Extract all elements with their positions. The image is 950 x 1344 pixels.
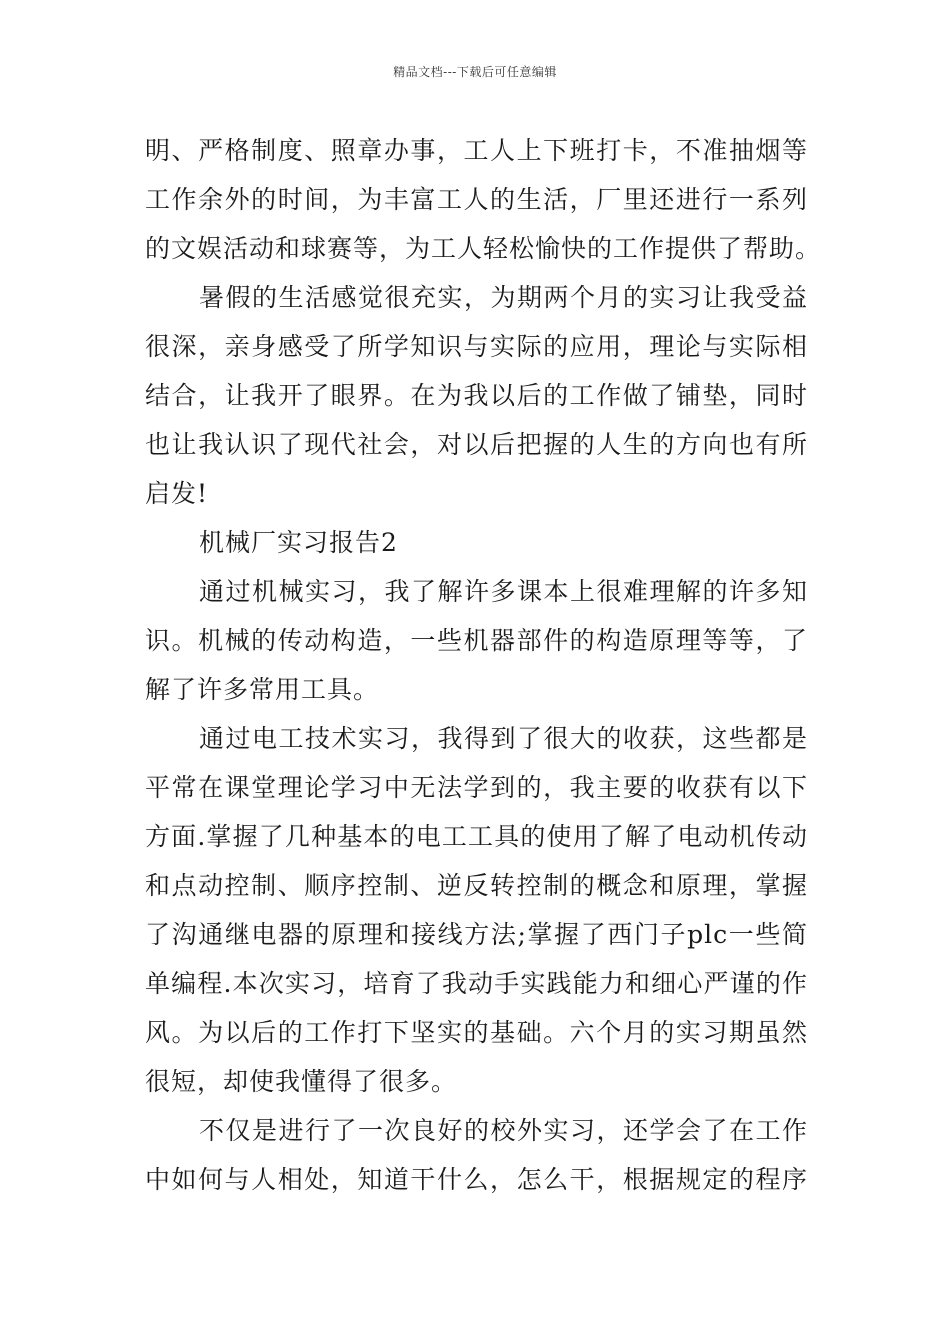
document-body [145,126,822,1204]
text-line: 识。机械的传动构造，一些机器部件的构造原理等等，了 [145,626,808,655]
text-line: 结合，让我开了眼界。在为我以后的工作做了铺垫，同时 [145,381,808,410]
text-line: 了沟通继电器的原理和接线方法;掌握了西门子plc一些简 [145,920,808,949]
text-line: 不仅是进行了一次良好的校外实习，还学会了在工作 [199,1116,808,1145]
text-line: 明、严格制度、照章办事，工人上下班打卡，不准抽烟等 [145,136,808,165]
page-header: 精品文档---下载后可任意编辑 [393,65,557,79]
text-line: 和点动控制、顺序控制、逆反转控制的概念和原理，掌握 [145,871,808,900]
text-line: 中如何与人相处，知道干什么，怎么干，根据规定的程序 [145,1165,808,1194]
text-line: 风。为以后的工作打下坚实的基础。六个月的实习期虽然 [145,1018,808,1047]
text-line: 工作余外的时间，为丰富工人的生活，厂里还进行一系列 [145,185,808,214]
text-line: 很深，亲身感受了所学知识与实际的应用，理论与实际相 [145,332,808,361]
text-line: 通过机械实习，我了解许多课本上很难理解的许多知 [199,577,808,606]
text-line: 很短，却使我懂得了很多。 [145,1067,458,1096]
section-heading: 机械厂实习报告2 [199,528,398,557]
text-line: 平常在课堂理论学习中无法学到的，我主要的收获有以下 [145,773,808,802]
text-line: 解了许多常用工具。 [145,675,380,704]
text-line: 暑假的生活感觉很充实，为期两个月的实习让我受益 [199,283,808,312]
text-line: 方面.掌握了几种基本的电工工具的使用了解了电动机传动 [145,822,808,851]
text-line: 的文娱活动和球赛等，为工人轻松愉快的工作提供了帮助。 [145,234,822,263]
text-line: 也让我认识了现代社会，对以后把握的人生的方向也有所 [145,430,808,459]
text-line: 单编程.本次实习，培育了我动手实践能力和细心严谨的作 [145,969,808,998]
text-line: 启发! [145,479,209,508]
text-line: 通过电工技术实习，我得到了很大的收获，这些都是 [199,724,808,753]
